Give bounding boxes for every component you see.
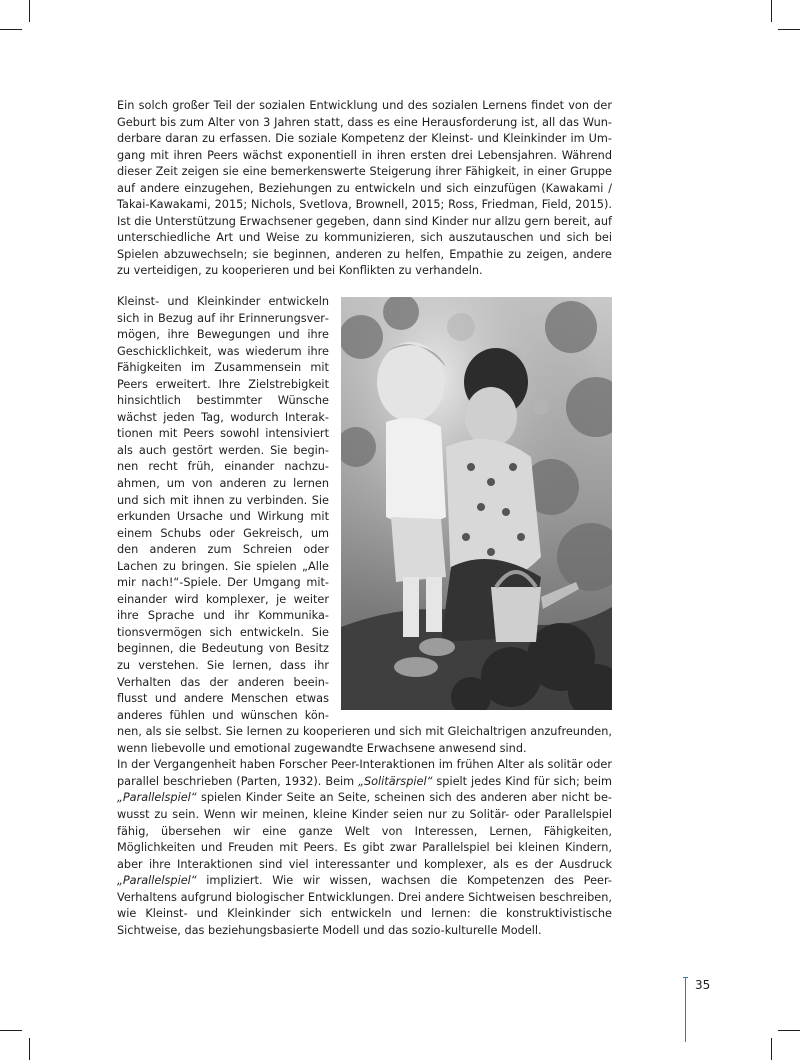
crop-mark-top-left — [29, 0, 30, 22]
term-solitaerspiel: „Solitärspiel“ — [358, 774, 433, 788]
photo-illustration — [341, 297, 612, 710]
history-text-4: impliziert. Wie wir wissen, wachsen die Kompetenzen des Peer-Verhaltens aufgrund biologischer Entwicklungen. Drei andere Sichtweisen beschreiben, wie Kleinst- und Kleinkinder sich entwickeln und lernen: die konstruktivistische Sichtweise, das beziehungsbasierte Modell und das sozio-kulturelle Modell. — [117, 874, 612, 937]
page-number-rule — [685, 977, 686, 1042]
history-text-2: spielt jedes Kind für sich; beim — [432, 774, 612, 788]
term-parallelspiel-2: „Parallelspiel“ — [117, 874, 197, 888]
intro-paragraph: Ein solch großer Teil der sozialen Entwicklung und des sozialen Lernens findet von der Geburt bis zum Alter von 3 Jahren statt, dass es eine Herausforderung ist, all das Wunderbare daran zu erfassen. Die soziale Kompetenz der Kleinst- und Kleinkinder im Umgang mit ihren Peers wächst exponentiell in ihren ersten drei Lebensjahren. Während dieser Zeit zeigen sie eine bemerkenswerte Steigerung ihrer Fähigkeit, in einer Gruppe auf andere einzugehen, Beziehungen zu entwickeln und sich einzufügen (Kawakami / Takai-Kawakami, 2015; Nichols, Svetlova, Brownell, 2015; Ross, Friedman, Field, 2015). Ist die Unterstützung Erwachsener gegeben, dann sind Kinder nur allzu gern bereit, auf unterschiedliche Art und Weise zu kommunizieren, sich auszutauschen und sich bei Spielen abzuwechseln; sie beginnen, anderen zu helfen, Empathie zu zeigen, andere zu verteidigen, zu kooperieren und bei Konflikten zu verhandeln. — [117, 99, 612, 278]
development-paragraph: Kleinst- und Kleinkinder entwickeln sich in Bezug auf ihr Erinnerungsvermögen, ihre Bewegungen und ihre Geschicklichkeit, was wiederum ihre Fähigkeiten im Zusammensein mit Peers erweitert. Ihre Zielstrebigkeit hinsichtlich bestimmter Wünsche wächst jeden Tag, wodurch Interaktionen mit Peers sowohl intensiviert als auch gestört werden. Sie beginnen recht früh, einander nachzuahmen, um von anderen zu lernen und sich mit ihnen zu verbinden. Sie erkunden Ursache und Wirkung mit einem Schubs oder Gekreisch, um den anderen zum Schreien oder Lachen zu bringen. Sie spielen „Alle mir nach!“-Spiele. Der Umgang miteinander wird komplexer, je weiter ihre Sprache und ihr Kommunikationsvermögen sich entwickeln. Sie beginnen, die Bedeutung von Besitz zu verstehen. Sie lernen, dass ihr Verhalten das der anderen beeinflusst und andere Menschen etwas anderes fühlen und wünschen können, als sie selbst. Sie lernen zu kooperieren und sich mit Gleichaltrigen anzufreunden, wenn liebevolle und emotional zugewandte Erwachsene anwesend sind. — [117, 295, 612, 755]
crop-mark-bottom-right — [771, 1038, 772, 1060]
history-paragraph — [117, 757, 612, 939]
history-text-1: In der Vergangenheit haben Forscher Peer-Interaktionen im frühen Alter als solitär oder parallel beschrieben (Parten, 1932). Beim — [117, 758, 612, 788]
intro-paragraph-block — [117, 98, 612, 280]
body-text-block — [117, 294, 612, 939]
crop-mark-top-right-h — [778, 29, 800, 30]
crop-mark-top-left-h — [0, 29, 22, 30]
crop-mark-top-right — [771, 0, 772, 22]
history-text-3: spielen Kinder Seite an Seite, scheinen sich des anderen aber nicht bewusst zu sein. Wenn wir meinen, kleine Kinder seien nur zu Solitär- oder Parallelspiel fähig, übersehen wir eine ganze Welt von Interessen, Lernen, Fähigkeiten, Möglichkeiten und Freuden mit Peers. Es gibt zwar Parallelspiel bei kleinen Kindern, aber ihre Interaktionen sind viel interessanter und komplexer, als es der Ausdruck — [117, 791, 612, 871]
term-parallelspiel: „Parallelspiel“ — [117, 791, 197, 805]
page-number: 35 — [695, 978, 711, 992]
crop-mark-bottom-left — [29, 1038, 30, 1060]
crop-mark-bottom-left-h — [0, 1030, 22, 1031]
crop-mark-bottom-right-h — [778, 1030, 800, 1031]
photo-child-and-adult-gardening — [341, 297, 612, 710]
